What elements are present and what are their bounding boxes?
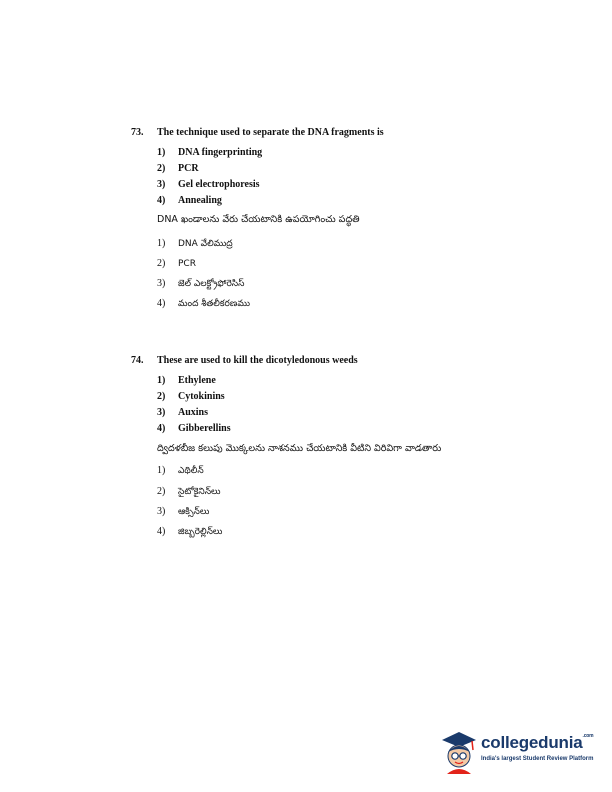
option-te-2: 2) PCR [157, 258, 196, 269]
question-text: The technique used to separate the DNA fragments is [157, 127, 384, 138]
option-te-2: 2) సైటోకైనిన్‌లు [157, 486, 221, 497]
option-en-1: 1) DNA fingerprinting [157, 147, 263, 158]
logo-tagline: India's largest Student Review Platform [481, 756, 594, 762]
option-en-3: 3) Gel electrophoresis [157, 179, 260, 190]
option-en-3: 3) Auxins [157, 407, 209, 418]
mascot-icon [438, 728, 480, 774]
option-en-4: 4) Annealing [157, 195, 222, 206]
question-text-telugu: ద్విదళబీజ కలుపు మొక్కలను నాశనము చేయటానికి వీటిని విరివిగా వాడతారు [157, 443, 442, 454]
option-en-2: 2) PCR [157, 163, 199, 174]
collegedunia-logo[interactable] [438, 728, 600, 774]
question-number: 74. [131, 355, 144, 366]
question-text: These are used to kill the dicotyledonous weeds [157, 355, 358, 366]
option-en-4: 4) Gibberellins [157, 423, 231, 434]
option-en-2: 2) Cytokinins [157, 391, 225, 402]
logo-wordmark: collegedunia$^{.com}$ [481, 733, 594, 752]
question-text-telugu: DNA ఖండాలను వేరు చేయటానికి ఉపయోగించు పద్ధతి [157, 214, 360, 225]
option-te-1: 1) DNA వేలిముద్ర [157, 238, 233, 249]
question-number: 73. [131, 127, 144, 138]
option-te-4: 4) మంద శీతలీకరణము [157, 298, 250, 309]
option-te-1: 1) ఎథిలీన్ [157, 465, 204, 476]
option-en-1: 1) Ethylene [157, 375, 216, 386]
option-te-3: 3) జెల్ ఎలక్ట్రోఫోరెసిస్ [157, 278, 245, 289]
option-te-4: 4) జిబ్బరెల్లిన్‌లు [157, 526, 223, 537]
option-te-3: 3) ఆక్సిన్‌లు [157, 506, 210, 517]
